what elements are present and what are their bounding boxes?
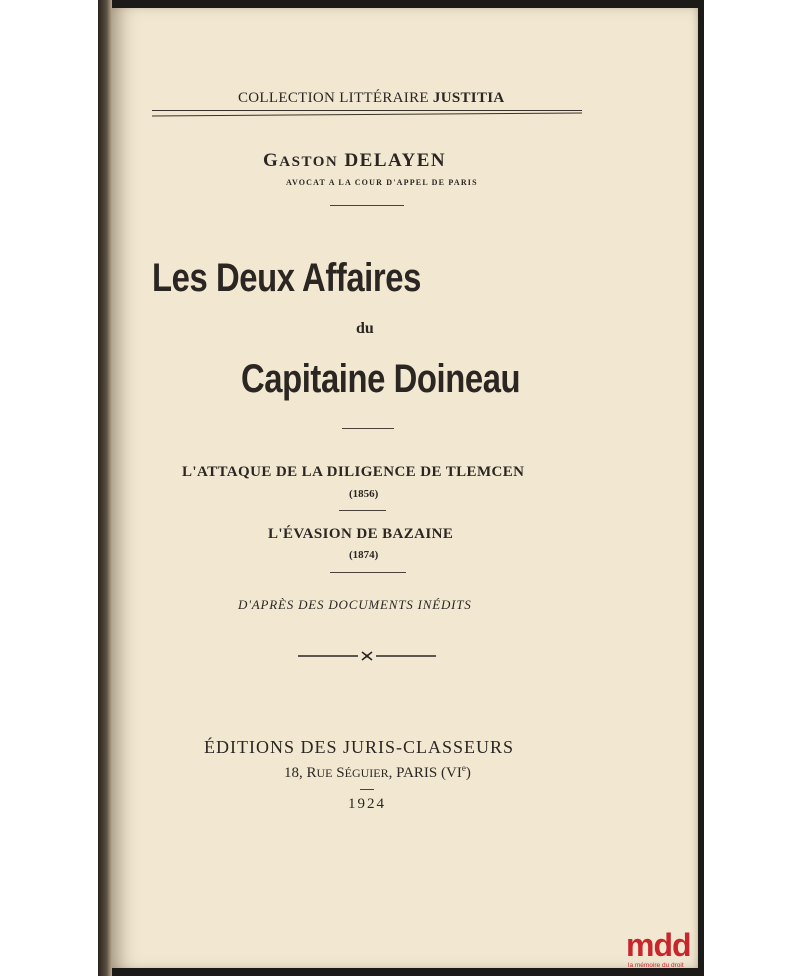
author-name <box>263 150 446 172</box>
logo-text: mdd <box>626 927 691 963</box>
address-name-initial: S <box>336 765 345 781</box>
part-title-1: L'ATTAQUE DE LA DILIGENCE DE TLEMCEN <box>182 464 525 480</box>
book-title-connector: du <box>356 320 374 337</box>
divider <box>330 205 404 206</box>
divider <box>360 789 374 790</box>
author-initial: G <box>263 150 280 171</box>
divider <box>330 572 406 573</box>
logo-caption: la mémoire du droit <box>628 962 684 969</box>
part-year-2: (1874) <box>349 549 379 561</box>
collection-name: JUSTITIA <box>432 90 505 106</box>
divider <box>339 510 386 511</box>
part-title-2: L'ÉVASION DE BAZAINE <box>268 526 454 542</box>
collection-prefix: COLLECTION LITTÉRAIRE <box>238 90 429 106</box>
header-rule <box>152 110 582 111</box>
address-sup: e <box>461 763 466 773</box>
subtitle: D'APRÈS DES DOCUMENTS INÉDITS <box>238 597 472 612</box>
publisher-name: ÉDITIONS DES JURIS-CLASSEURS <box>204 737 515 757</box>
page-gutter <box>98 0 112 976</box>
part-year-1: (1856) <box>349 488 379 500</box>
address-street-rest: UE <box>316 766 333 780</box>
author-title: AVOCAT A LA COUR D'APPEL DE PARIS <box>286 178 478 187</box>
address-name-rest: ÉGUIER <box>344 766 389 780</box>
collection-line <box>238 90 505 107</box>
publication-year: 1924 <box>348 796 386 812</box>
address-end: ) <box>465 765 471 781</box>
author-first-rest: ASTON <box>279 154 339 170</box>
divider <box>342 428 394 429</box>
author-last: DELAYEN <box>344 150 447 171</box>
book-title-line2: Capitaine Doineau <box>241 357 521 401</box>
publisher-address <box>284 763 471 782</box>
book-title-line1: Les Deux Affaires <box>152 256 421 300</box>
ornament-divider <box>298 649 436 663</box>
mdd-logo <box>624 926 700 970</box>
address-number: 18, <box>284 765 303 781</box>
address-city: , PARIS (VI <box>388 765 462 781</box>
address-street-initial: R <box>306 765 317 781</box>
